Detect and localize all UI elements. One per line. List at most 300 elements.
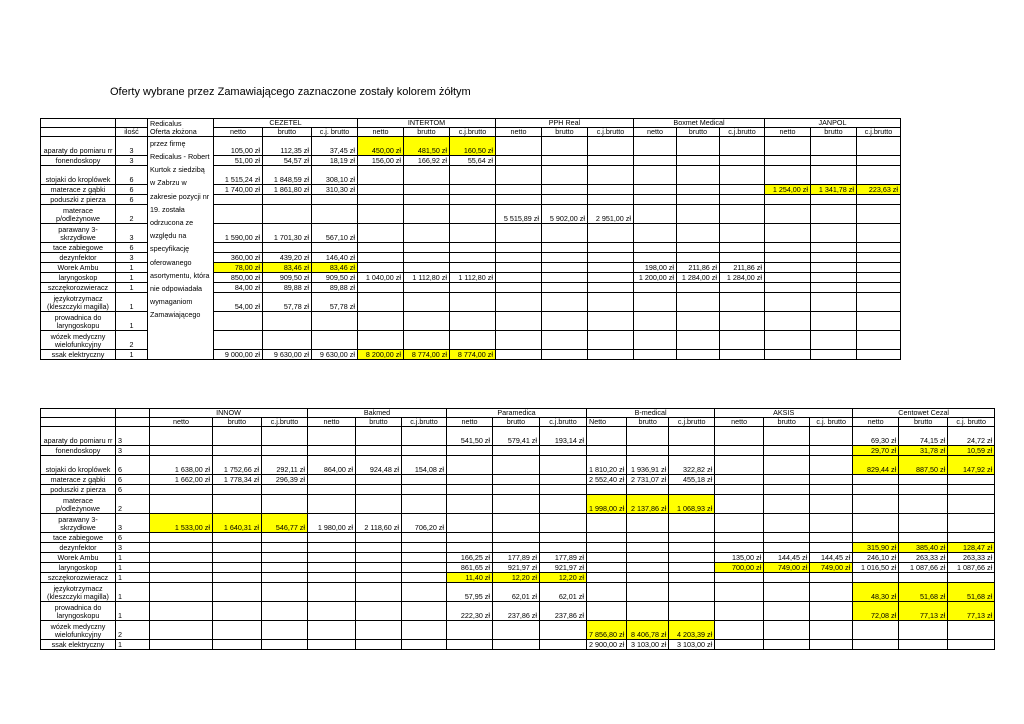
price-cell: 146,40 zł — [312, 252, 358, 262]
table-row — [41, 639, 995, 649]
price-cell — [634, 311, 677, 330]
price-cell: 1 112,80 zł — [404, 272, 450, 282]
price-cell: 2 137,86 zł — [627, 494, 669, 513]
price-cell — [213, 620, 262, 639]
price-cell — [308, 601, 356, 620]
item-name: prowadnica do laryngoskopu — [41, 601, 116, 620]
sub-header: netto — [634, 127, 677, 136]
price-cell — [356, 474, 402, 484]
price-cell — [214, 194, 263, 204]
price-cell — [214, 242, 263, 252]
price-cell — [493, 445, 540, 455]
price-cell: 2 118,60 zł — [356, 513, 402, 532]
item-qty: 6 — [116, 165, 148, 184]
price-cell — [402, 601, 447, 620]
price-cell — [356, 532, 402, 542]
price-cell — [811, 223, 857, 242]
price-cell — [899, 572, 948, 582]
price-cell — [493, 620, 540, 639]
price-cell — [496, 242, 542, 252]
price-cell — [587, 532, 627, 542]
price-cell — [627, 513, 669, 532]
vendor-header: JANPOL — [765, 119, 901, 128]
price-cell — [765, 204, 811, 223]
price-cell: 700,00 zł — [715, 562, 764, 572]
price-cell: 921,97 zł — [540, 562, 587, 572]
price-cell — [765, 282, 811, 292]
header-empty — [41, 127, 116, 136]
price-cell: 1 638,00 zł — [150, 455, 213, 474]
price-cell — [402, 552, 447, 562]
price-cell: 296,39 zł — [262, 474, 308, 484]
price-cell — [810, 601, 853, 620]
price-cell: 1 810,20 zł — [587, 455, 627, 474]
price-cell: 310,30 zł — [312, 184, 358, 194]
price-cell — [764, 639, 810, 649]
price-cell — [447, 639, 493, 649]
price-cell — [634, 252, 677, 262]
price-cell — [263, 194, 312, 204]
table-row — [41, 532, 995, 542]
sub-header: brutto — [542, 127, 588, 136]
price-cell: 909,50 zł — [312, 272, 358, 282]
price-cell — [450, 165, 496, 184]
item-qty: 6 — [116, 194, 148, 204]
table-row — [41, 601, 995, 620]
price-cell — [764, 484, 810, 494]
vendor-header: AKSIS — [715, 409, 853, 418]
price-cell — [542, 136, 588, 155]
price-cell — [587, 484, 627, 494]
price-cell — [358, 184, 404, 194]
item-name: parawany 3-skrzydłowe — [41, 223, 116, 242]
price-cell — [588, 252, 634, 262]
price-cell: 1 998,00 zł — [587, 494, 627, 513]
sub-header: c.j. brutto — [312, 127, 358, 136]
price-cell — [588, 262, 634, 272]
price-cell: 51,68 zł — [948, 582, 995, 601]
item-qty: 1 — [116, 292, 148, 311]
price-cell — [627, 562, 669, 572]
price-cell: 18,19 zł — [312, 155, 358, 165]
item-name: wózek medyczny wielofunkcyjny — [41, 620, 116, 639]
price-cell — [588, 184, 634, 194]
price-cell — [811, 136, 857, 155]
price-cell — [150, 562, 213, 572]
item-name: językotrzymacz (kleszczyki magilla) — [41, 292, 116, 311]
price-cell — [447, 484, 493, 494]
price-cell — [213, 582, 262, 601]
item-name: ssak elektryczny — [41, 639, 116, 649]
price-cell: 54,00 zł — [214, 292, 263, 311]
price-cell: 77,13 zł — [899, 601, 948, 620]
price-cell — [634, 282, 677, 292]
item-qty: 3 — [116, 542, 150, 552]
price-cell — [402, 620, 447, 639]
price-cell — [720, 223, 765, 242]
price-cell — [669, 562, 715, 572]
price-cell: 237,86 zł — [493, 601, 540, 620]
sub-header: brutto — [899, 417, 948, 426]
price-cell: 1 112,80 zł — [450, 272, 496, 282]
price-cell — [634, 223, 677, 242]
sub-header: c.j.brutto — [450, 127, 496, 136]
item-qty: 6 — [116, 532, 150, 542]
price-cell — [356, 542, 402, 552]
price-cell — [150, 601, 213, 620]
price-cell — [262, 601, 308, 620]
price-cell — [496, 272, 542, 282]
price-cell — [627, 426, 669, 445]
price-cell — [715, 474, 764, 484]
price-cell: 1 040,00 zł — [358, 272, 404, 282]
price-cell — [308, 484, 356, 494]
price-cell — [358, 242, 404, 252]
price-cell — [899, 494, 948, 513]
price-cell — [308, 542, 356, 552]
price-cell — [540, 542, 587, 552]
price-cell — [447, 513, 493, 532]
item-name: materace p/odleżynowe — [41, 494, 116, 513]
price-cell — [447, 542, 493, 552]
item-qty: 1 — [116, 601, 150, 620]
price-cell — [496, 292, 542, 311]
price-cell — [677, 136, 720, 155]
price-cell — [669, 445, 715, 455]
price-cell — [214, 311, 263, 330]
item-name: poduszki z pierza — [41, 484, 116, 494]
price-cell — [402, 445, 447, 455]
price-cell: 198,00 zł — [634, 262, 677, 272]
price-cell — [669, 582, 715, 601]
price-cell — [899, 532, 948, 542]
price-cell: 5 902,00 zł — [542, 204, 588, 223]
price-cell — [720, 165, 765, 184]
price-cell — [853, 484, 899, 494]
price-cell — [447, 474, 493, 484]
price-cell — [810, 426, 853, 445]
price-cell — [213, 601, 262, 620]
price-cell — [899, 474, 948, 484]
price-cell — [496, 262, 542, 272]
price-cell — [634, 184, 677, 194]
price-cell — [588, 282, 634, 292]
header-empty — [116, 409, 150, 418]
price-cell — [764, 474, 810, 484]
header-empty — [41, 409, 116, 418]
price-cell: 135,00 zł — [715, 552, 764, 562]
price-cell: 9 630,00 zł — [263, 349, 312, 359]
price-cell — [627, 484, 669, 494]
price-cell: 1 640,31 zł — [213, 513, 262, 532]
price-cell: 322,82 zł — [669, 455, 715, 474]
price-cell: 706,20 zł — [402, 513, 447, 532]
price-cell — [493, 513, 540, 532]
price-cell — [853, 620, 899, 639]
price-cell — [540, 620, 587, 639]
price-cell: 12,20 zł — [540, 572, 587, 582]
price-cell — [540, 513, 587, 532]
price-cell — [150, 494, 213, 513]
price-cell: 156,00 zł — [358, 155, 404, 165]
price-cell — [262, 532, 308, 542]
item-name: materace z gąbki — [41, 474, 116, 484]
price-cell: 360,00 zł — [214, 252, 263, 262]
price-cell — [402, 532, 447, 542]
price-cell: 2 951,00 zł — [588, 204, 634, 223]
price-cell — [358, 330, 404, 349]
price-cell — [540, 445, 587, 455]
header-empty — [116, 119, 148, 128]
price-cell — [262, 552, 308, 562]
price-cell — [677, 349, 720, 359]
price-cell — [764, 513, 810, 532]
price-cell: 749,00 zł — [764, 562, 810, 572]
price-cell — [450, 262, 496, 272]
price-cell: 31,78 zł — [899, 445, 948, 455]
price-cell — [358, 311, 404, 330]
price-cell: 1 068,93 zł — [669, 494, 715, 513]
price-cell — [213, 572, 262, 582]
price-cell — [811, 282, 857, 292]
price-cell — [308, 426, 356, 445]
vendor-header: CEZETEL — [214, 119, 358, 128]
price-cell: 7 856,80 zł — [587, 620, 627, 639]
price-cell — [308, 620, 356, 639]
price-cell: 1 848,59 zł — [263, 165, 312, 184]
price-cell — [720, 194, 765, 204]
price-cell — [669, 572, 715, 582]
price-cell — [720, 184, 765, 194]
sub-header: brutto — [213, 417, 262, 426]
price-cell: 222,30 zł — [447, 601, 493, 620]
item-name: poduszki z pierza — [41, 194, 116, 204]
price-cell — [542, 262, 588, 272]
vendor-header: B-medical — [587, 409, 715, 418]
sub-header: c.j. brutto — [810, 417, 853, 426]
price-cell — [857, 204, 901, 223]
price-cell — [587, 572, 627, 582]
price-cell — [811, 262, 857, 272]
price-cell — [669, 513, 715, 532]
header-empty — [41, 119, 116, 128]
sub-header: netto — [853, 417, 899, 426]
price-cell — [588, 292, 634, 311]
price-cell — [213, 552, 262, 562]
price-cell: 567,10 zł — [312, 223, 358, 242]
price-cell: 4 203,39 zł — [669, 620, 715, 639]
price-cell: 147,92 zł — [948, 455, 995, 474]
price-cell — [857, 252, 901, 262]
price-cell — [715, 572, 764, 582]
price-cell: 8 774,00 zł — [404, 349, 450, 359]
price-cell — [715, 484, 764, 494]
price-cell: 829,44 zł — [853, 455, 899, 474]
price-cell — [262, 582, 308, 601]
price-cell — [857, 242, 901, 252]
price-cell: 749,00 zł — [810, 562, 853, 572]
price-cell — [540, 639, 587, 649]
price-cell — [720, 155, 765, 165]
price-cell — [810, 542, 853, 552]
price-cell: 160,50 zł — [450, 136, 496, 155]
price-cell — [587, 542, 627, 552]
price-cell — [450, 311, 496, 330]
price-cell — [542, 272, 588, 282]
price-cell — [588, 242, 634, 252]
price-cell: 74,15 zł — [899, 426, 948, 445]
price-cell — [948, 620, 995, 639]
price-cell — [404, 165, 450, 184]
price-cell — [857, 349, 901, 359]
item-name: Worek Ambu — [41, 552, 116, 562]
item-qty: 3 — [116, 445, 150, 455]
price-cell: 450,00 zł — [358, 136, 404, 155]
item-name: materace z gąbki — [41, 184, 116, 194]
price-cell — [715, 639, 764, 649]
item-qty: 2 — [116, 620, 150, 639]
header-empty — [116, 417, 150, 426]
price-cell — [634, 194, 677, 204]
item-qty: 1 — [116, 552, 150, 562]
table-row — [41, 136, 901, 155]
price-cell — [496, 165, 542, 184]
price-cell — [811, 349, 857, 359]
price-cell — [447, 620, 493, 639]
price-cell — [450, 292, 496, 311]
price-cell — [402, 426, 447, 445]
price-cell — [587, 426, 627, 445]
item-name: tace zabiegowe — [41, 242, 116, 252]
price-cell: 166,92 zł — [404, 155, 450, 165]
price-cell — [811, 330, 857, 349]
price-cell — [493, 484, 540, 494]
price-cell — [312, 194, 358, 204]
item-qty: 3 — [116, 136, 148, 155]
sub-header: c.j.brutto — [720, 127, 765, 136]
table-row — [41, 542, 995, 552]
price-cell — [402, 542, 447, 552]
price-cell: 57,78 zł — [263, 292, 312, 311]
redicalus-note: przez firmę Redicalus - Robert Kurtok z siedzibą w Zabrzu w zakresie pozycji nr 19. została odrzucona ze względu na specyfikację oferowanego asortymentu, która nie odpowiadała wymaganiom Zamawiającego — [148, 136, 214, 359]
sub-header: c.j.brutto — [857, 127, 901, 136]
price-cell: 1 087,66 zł — [948, 562, 995, 572]
price-cell — [358, 262, 404, 272]
price-cell: 2 900,00 zł — [587, 639, 627, 649]
item-name: tace zabiegowe — [41, 532, 116, 542]
price-cell — [358, 223, 404, 242]
qty-header: ilość — [116, 127, 148, 136]
price-cell: 292,11 zł — [262, 455, 308, 474]
price-cell — [627, 542, 669, 552]
item-name: materace p/odleżynowe — [41, 204, 116, 223]
sub-header: netto — [715, 417, 764, 426]
price-cell — [450, 204, 496, 223]
price-cell — [356, 445, 402, 455]
price-cell — [308, 445, 356, 455]
price-cell — [715, 601, 764, 620]
price-cell: 3 103,00 zł — [669, 639, 715, 649]
price-cell — [213, 639, 262, 649]
price-cell — [263, 242, 312, 252]
price-cell — [356, 639, 402, 649]
header-row-vendors — [41, 119, 901, 128]
price-cell — [669, 542, 715, 552]
price-cell — [588, 165, 634, 184]
item-qty: 2 — [116, 494, 150, 513]
item-name: fonendoskopy — [41, 445, 116, 455]
price-cell — [404, 311, 450, 330]
price-cell: 193,14 zł — [540, 426, 587, 445]
price-cell — [810, 513, 853, 532]
sub-header: netto — [358, 127, 404, 136]
price-cell: 177,89 zł — [493, 552, 540, 562]
price-cell — [764, 601, 810, 620]
price-cell — [263, 204, 312, 223]
price-cell — [715, 513, 764, 532]
price-cell — [677, 165, 720, 184]
table-row — [41, 474, 995, 484]
price-cell: 78,00 zł — [214, 262, 263, 272]
price-cell: 9 000,00 zł — [214, 349, 263, 359]
redicalus-subheader: Oferta złożona — [148, 127, 214, 136]
item-qty: 1 — [116, 282, 148, 292]
price-cell — [493, 494, 540, 513]
price-cell — [627, 572, 669, 582]
sub-header: c.j.brutto — [540, 417, 587, 426]
price-cell — [308, 582, 356, 601]
item-name: fonendoskopy — [41, 155, 116, 165]
price-cell — [150, 426, 213, 445]
table-row — [41, 552, 995, 562]
price-cell — [720, 349, 765, 359]
price-cell — [634, 165, 677, 184]
price-cell — [810, 532, 853, 542]
sub-header: c.j. brutto — [948, 417, 995, 426]
price-cell — [811, 311, 857, 330]
price-cell — [634, 242, 677, 252]
price-cell: 144,45 zł — [810, 552, 853, 562]
price-cell — [404, 292, 450, 311]
price-cell: 154,08 zł — [402, 455, 447, 474]
price-cell: 8 406,78 zł — [627, 620, 669, 639]
sub-header: brutto — [811, 127, 857, 136]
price-cell — [811, 194, 857, 204]
price-cell: 1 341,78 zł — [811, 184, 857, 194]
price-cell — [493, 542, 540, 552]
sub-header: netto — [214, 127, 263, 136]
price-cell — [810, 484, 853, 494]
sub-header: brutto — [404, 127, 450, 136]
price-cell: 439,20 zł — [263, 252, 312, 262]
price-cell — [677, 311, 720, 330]
price-cell — [213, 532, 262, 542]
price-cell — [402, 582, 447, 601]
price-cell: 8 200,00 zł — [358, 349, 404, 359]
price-cell — [150, 532, 213, 542]
price-cell — [810, 474, 853, 484]
price-cell — [899, 639, 948, 649]
table-row — [41, 445, 995, 455]
price-cell — [764, 445, 810, 455]
price-cell: 8 774,00 zł — [450, 349, 496, 359]
price-cell — [312, 311, 358, 330]
price-cell: 850,00 zł — [214, 272, 263, 282]
item-qty: 3 — [116, 252, 148, 262]
price-cell — [948, 572, 995, 582]
item-qty: 6 — [116, 455, 150, 474]
item-qty: 2 — [116, 330, 148, 349]
